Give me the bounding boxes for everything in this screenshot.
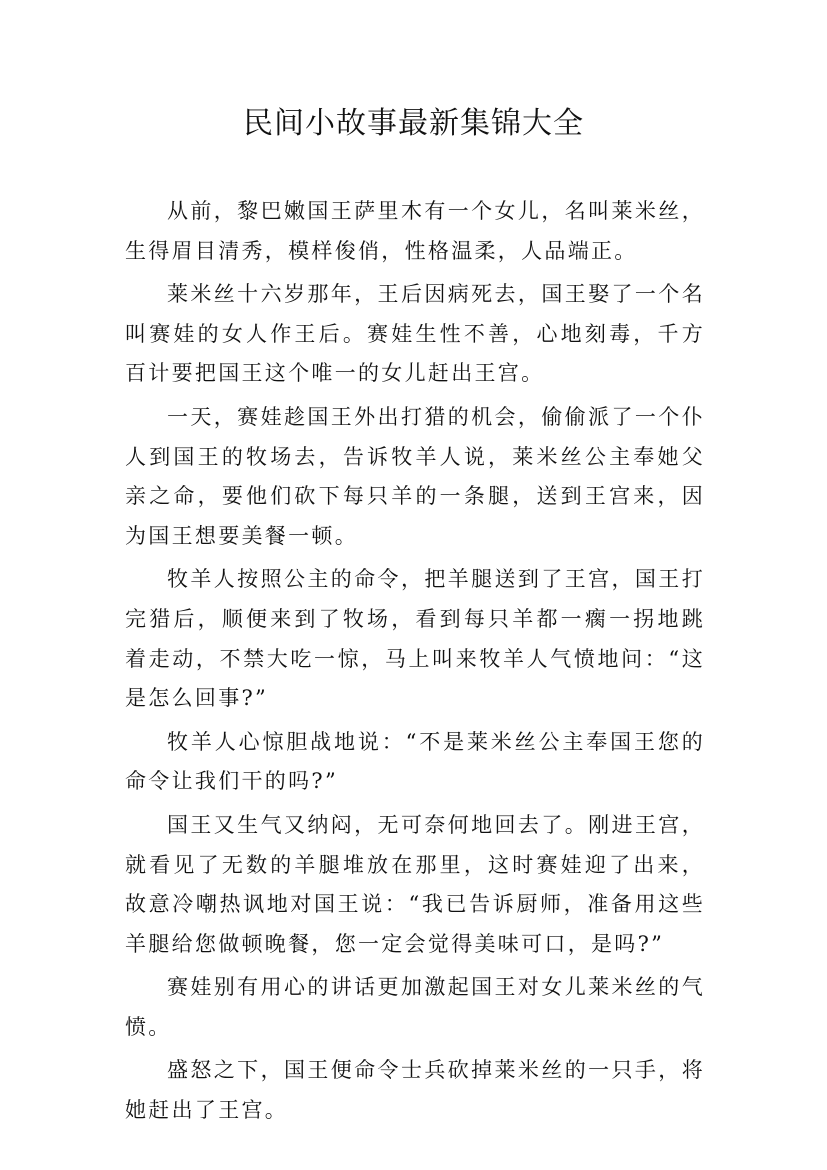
document-title: 民间小故事最新集锦大全 — [243, 106, 584, 141]
paragraph: 盛怒之下，国王便命令士兵砍掉莱米丝的一只手，将她赶出了王宫。 — [125, 1058, 705, 1123]
paragraph: 莱米丝十六岁那年，王后因病死去，国王娶了一个名叫赛娃的女人作王后。赛娃生性不善，心地刻毒，千方百计要把国王这个唯一的女儿赶出王宫。 — [125, 282, 705, 386]
paragraph: 从前，黎巴嫩国王萨里木有一个女儿，名叫莱米丝，生得眉目清秀，模样俊俏，性格温柔，人品端正。 — [125, 199, 705, 263]
paragraph: 牧羊人心惊胆战地说：“不是莱米丝公主奉国王您的命令让我们干的吗?” — [125, 729, 705, 794]
document-body — [125, 192, 705, 1135]
paragraph: 牧羊人按照公主的命令，把羊腿送到了王宫，国王打完猎后，顺便来到了牧场，看到每只羊都一瘸一拐地跳着走动，不禁大吃一惊，马上叫来牧羊人气愤地问：“这是怎么回事?” — [125, 567, 705, 711]
paragraph: 赛娃别有用心的讲话更加激起国王对女儿莱米丝的气愤。 — [125, 975, 705, 1039]
paragraph: 国王又生气又纳闷，无可奈何地回去了。刚进王宫，就看见了无数的羊腿堆放在那里，这时赛娃迎了出来，故意冷嘲热讽地对国王说：“我已告诉厨师，准备用这些羊腿给您做顿晚餐，您一定会觉得美味可口，是吗?” — [125, 812, 705, 956]
paragraph: 一天，赛娃趁国王外出打猎的机会，偷偷派了一个仆人到国王的牧场去，告诉牧羊人说，莱米丝公主奉她父亲之命，要他们砍下每只羊的一条腿，送到王宫来，因为国王想要美餐一顿。 — [125, 404, 705, 548]
